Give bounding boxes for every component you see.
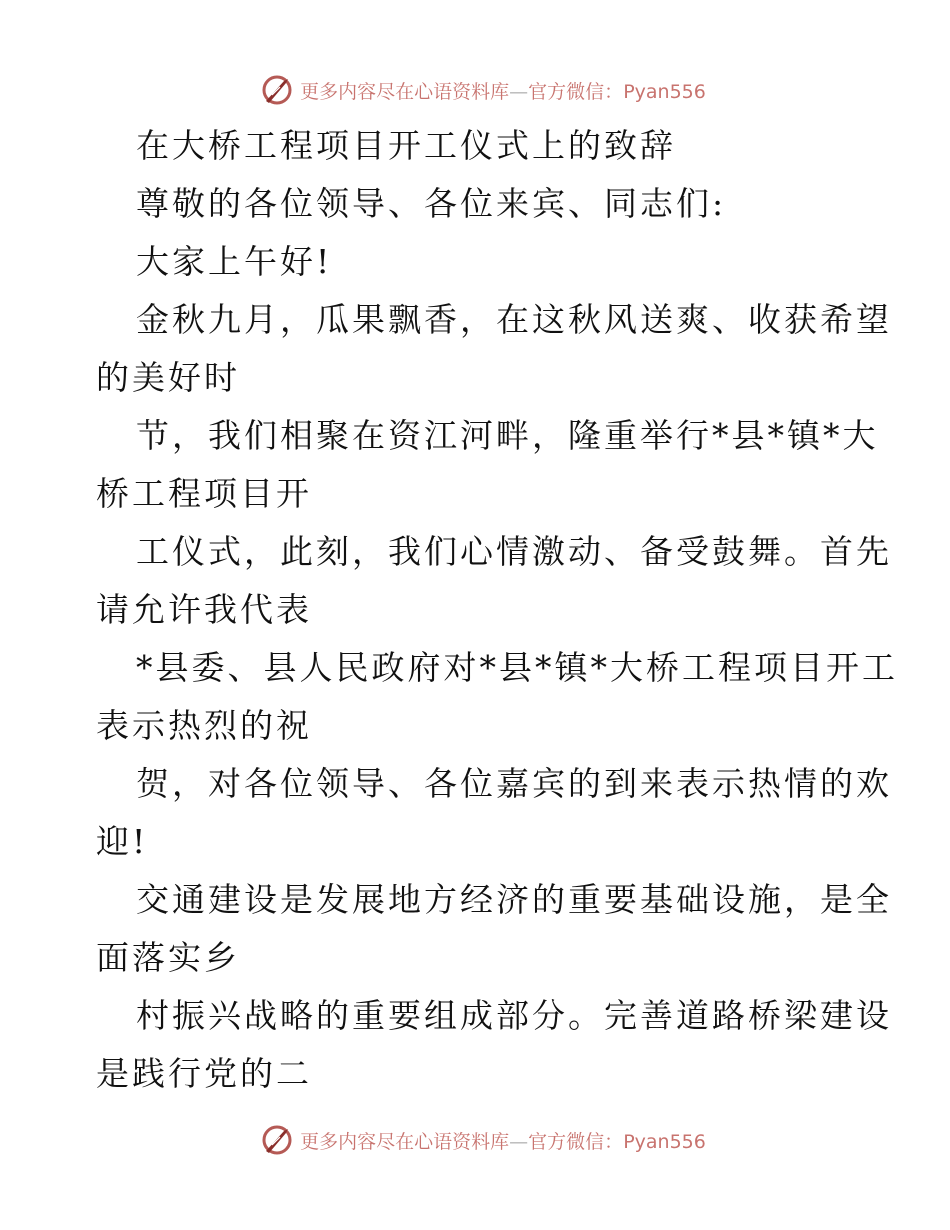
banner-wechat-id: Pyan556 bbox=[623, 1130, 706, 1153]
paragraph-line: 桥工程项目开 bbox=[96, 474, 312, 513]
paragraph-line: 贺，对各位领导、各位嘉宾的到来表示热情的欢 bbox=[136, 764, 892, 803]
paragraph-line: 表示热烈的祝 bbox=[96, 706, 312, 745]
paragraph-line: 金秋九月，瓜果飘香，在这秋风送爽、收获希望 bbox=[136, 300, 892, 339]
banner-wechat-label: 官方微信： bbox=[528, 80, 624, 103]
banner-dash: — bbox=[509, 80, 529, 103]
paragraph-line: 的美好时 bbox=[96, 358, 240, 397]
quill-seal-icon bbox=[260, 73, 294, 107]
paragraph-line: 村振兴战略的重要组成部分。完善道路桥梁建设 bbox=[136, 996, 892, 1035]
paragraph-line: 是践行党的二 bbox=[96, 1054, 312, 1093]
salutation-line: 尊敬的各位领导、各位来宾、同志们: bbox=[136, 184, 727, 223]
quill-seal-icon bbox=[260, 1123, 294, 1157]
banner-dash: — bbox=[509, 1130, 529, 1153]
paragraph-line: 节，我们相聚在资江河畔，隆重举行*县*镇*大 bbox=[136, 416, 879, 455]
paragraph-line: 交通建设是发展地方经济的重要基础设施，是全 bbox=[136, 880, 892, 919]
banner-main-text: 更多内容尽在心语资料库 bbox=[300, 1130, 510, 1153]
footer-banner-inner bbox=[260, 1123, 706, 1157]
header-banner bbox=[0, 70, 950, 110]
footer-banner bbox=[0, 1120, 950, 1160]
paragraph-line: 面落实乡 bbox=[96, 938, 240, 977]
document-title: 在大桥工程项目开工仪式上的致辞 bbox=[136, 126, 676, 165]
paragraph-line: 请允许我代表 bbox=[96, 590, 312, 629]
banner-wechat-id: Pyan556 bbox=[623, 80, 706, 103]
paragraph-line: 工仪式，此刻，我们心情激动、备受鼓舞。首先 bbox=[136, 532, 892, 571]
paragraph-line: *县委、县人民政府对*县*镇*大桥工程项目开工 bbox=[136, 648, 898, 687]
footer-banner-text bbox=[300, 1127, 706, 1154]
header-banner-inner bbox=[260, 73, 706, 107]
banner-wechat-label: 官方微信： bbox=[528, 1130, 624, 1153]
banner-main-text: 更多内容尽在心语资料库 bbox=[300, 80, 510, 103]
header-banner-text bbox=[300, 77, 706, 104]
greeting-line: 大家上午好! bbox=[136, 242, 333, 281]
paragraph-line: 迎! bbox=[96, 822, 149, 861]
